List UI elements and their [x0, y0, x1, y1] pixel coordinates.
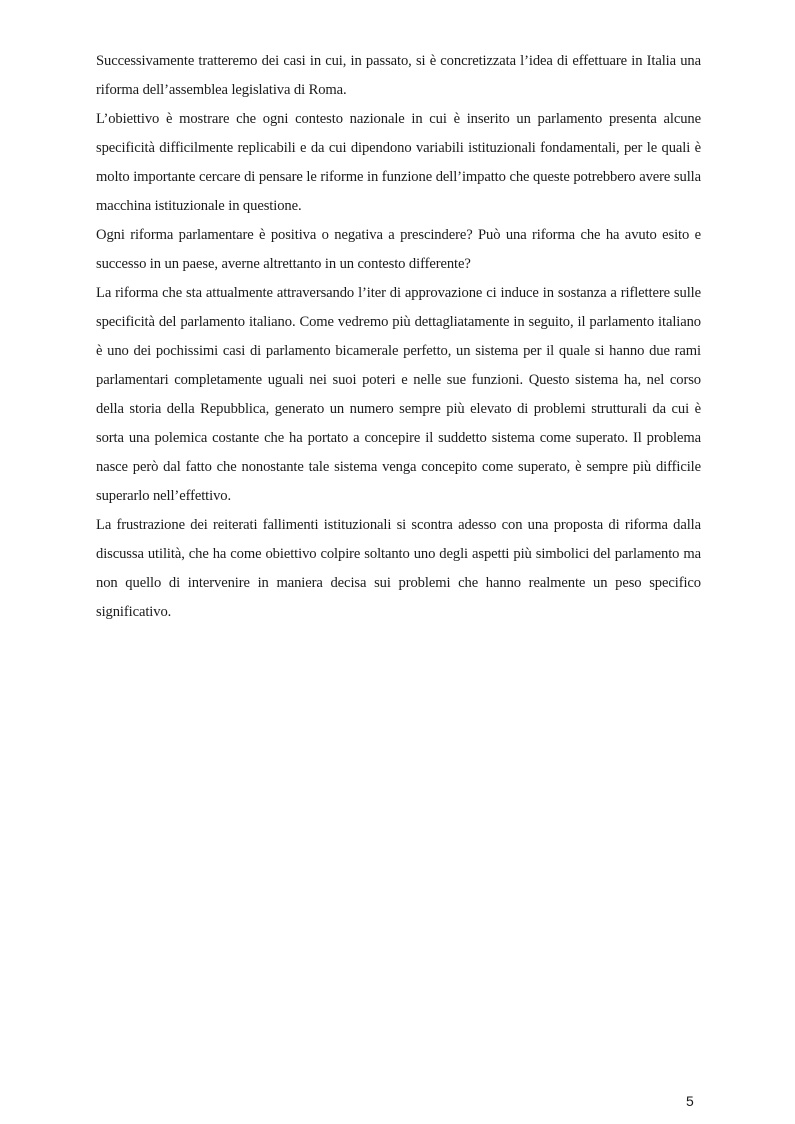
paragraph-4: La riforma che sta attualmente attraversando l’iter di approvazione ci induce in sostanza a riflettere sulle specificità del parlamento italiano. Come vedremo più dettagliatamente in seguito, il parlamento italiano è uno dei pochissimi casi di parlamento bicamerale perfetto, un sistema per il quale si hanno due rami parlamentari completamente uguali nei suoi poteri e nelle sue funzioni. Questo sistema ha, nel corso della storia della Repubblica, generato un numero sempre più elevato di problemi strutturali da cui è sorta una polemica costante che ha portato a concepire il suddetto sistema come superato. Il problema nasce però dal fatto che nonostante tale sistema venga concepito come superato, è sempre più difficile superarlo nell’effettivo. [96, 285, 701, 504]
document-body [96, 47, 701, 627]
paragraph-5: La frustrazione dei reiterati fallimenti istituzionali si scontra adesso con una proposta di riforma dalla discussa utilità, che ha come obiettivo colpire soltanto uno degli aspetti più simbolici del parlamento ma non quello di intervenire in maniera decisa sui problemi che hanno realmente un peso specifico significativo. [96, 517, 701, 620]
paragraph-1: Successivamente tratteremo dei casi in cui, in passato, si è concretizzata l’idea di effettuare in Italia una riforma dell’assemblea legislativa di Roma. [96, 53, 701, 98]
paragraph-2: L’obiettivo è mostrare che ogni contesto nazionale in cui è inserito un parlamento presenta alcune specificità difficilmente replicabili e da cui dipendono variabili istituzionali fondamentali, per le quali è molto importante cercare di pensare le riforme in funzione dell’impatto che queste potrebbero avere sulla macchina istituzionale in questione. [96, 111, 701, 214]
page-number: 5 [686, 1093, 694, 1109]
paragraph-3: Ogni riforma parlamentare è positiva o negativa a prescindere? Può una riforma che ha avuto esito e successo in un paese, averne altrettanto in un contesto differente? [96, 227, 701, 272]
